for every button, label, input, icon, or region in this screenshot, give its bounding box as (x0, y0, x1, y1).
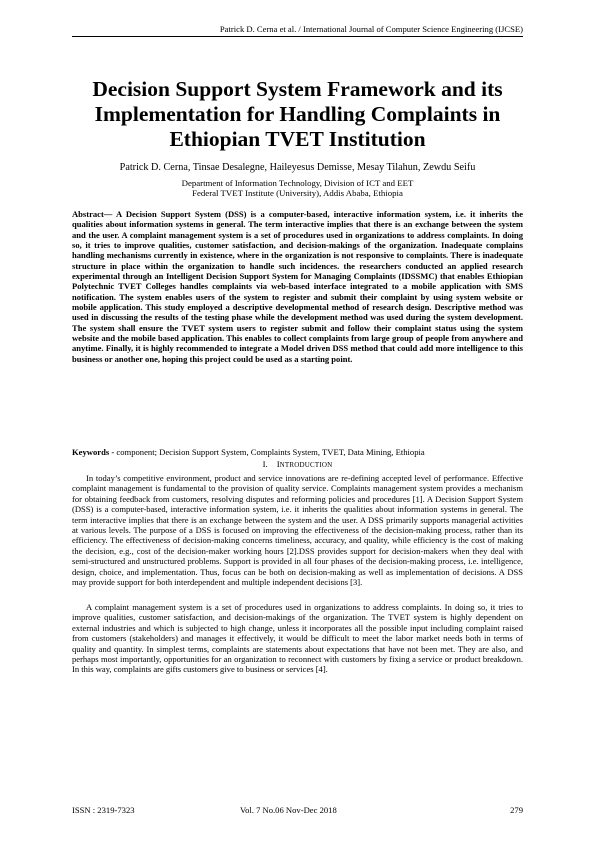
footer-issn: ISSN : 2319-7323 (72, 805, 135, 815)
keywords-label: Keywords - (72, 447, 115, 457)
body-paragraph-1: In today’s competitive environment, product and service innovations are re-defining accepted level of performance. Effective complaint management is fundamental to the provision of quality service. Complaints management system provides a mechanism for obtaining feedback from customers, resolving disputes and reforming policies and procedures [1]. A Decision Support System (DSS) is a computer-based, interactive information system, i.e. it inherits the qualities about information systems in general. The term interactive implies that there is an exchange between the system and the user. A DSS primarily supports managerial activities at various levels. The purpose of a DSS is focused on improving the effectiveness of the decision-making process, rather than its efficiency. The effectiveness of decision-making concerns timeliness, accuracy, and quality, while efficiency is the cost of making the decision, e.g., cost of the decision-maker working hours [2].DSS provides support for decision-makers when they deal with semi-structured and unstructured problems. Support is provided in all four phases of the decision-making process, i.e. intelligence, design, choice, and implementation. Thus, focus can be both on decision-making as well as implementation of decisions. A DSS may provide support for both interdependent and multiple independent decisions [3]. (72, 473, 523, 588)
keywords (72, 447, 523, 458)
footer-volume: Vol. 7 No.06 Nov-Dec 2018 (240, 805, 337, 815)
section-number: I. (262, 459, 268, 469)
abstract: Abstract— A Decision Support System (DSS) is a computer-based, interactive information system, i.e. it inherits the qualities about information systems in general. The term interactive implies that there is an exchange between the system and the user. A complaint management system is a set of procedures used in organizations to address complaints. In doing so, it tries to improve qualities, customer satisfaction, and decision-makings of the organization. Inadequate complains handling mechanisms currently in existence, where in the organization is not responsive to complaints. There is inadequate structure in place within the organization to handle such incidences. the researchers conducted an applied research experimental through an Intelligent Decision Support System for Managing Complaints (IDSSMC) that enables Ethiopian Polytechnic TVET Colleges handles complaints via web-based interface integrated to a mobile application with SMS notification. The system enables users of the system to register and submit their complaint by using system website or mobile application. This study employed a descriptive developmental method of research design. Descriptive method was used in discussing the results of the testing phase while the development method was used during the system development. The system shall ensure the TVET system users to register submit and follow their complaint status using the system website and the mobile based application. This enables to collect complaints from large group of people from anywhere and anytime. Finally, it is highly recommended to integrate a Model driven DSS method that could add more intelligence to this business or another one, hoping this project could be used as a starting point. (72, 209, 523, 364)
affiliation-institute: Federal TVET Institute (University), Addis Ababa, Ethiopia (192, 188, 403, 198)
section-heading-introduction (72, 459, 523, 471)
header-rule (72, 36, 523, 37)
author-list: Patrick D. Cerna, Tinsae Desalegne, Haileyesus Demisse, Mesay Tilahun, Zewdu Seifu (119, 162, 476, 173)
keywords-text: component; Decision Support System, Complaints System, TVET, Data Mining, Ethiopia (114, 447, 425, 457)
page-footer (72, 805, 523, 816)
running-head: Patrick D. Cerna et al. / International Journal of Computer Science Engineering (IJCSE) (219, 24, 523, 34)
footer-page-number: 279 (510, 805, 523, 815)
body-paragraph-2: A complaint management system is a set of procedures used in organizations to address complaints. In doing so, it tries to improve qualities, customer satisfaction, and decision-makings of the organization. The TVET system is highly dependent on external industries and which is subjected to high change, unless it incorporates all the possible input including complaint raised from customers (stakeholders) and manages it effectively, it would be difficult to meet the labor market needs both in terms of quality and quantity. In simplest terms, complaints are statements about expectations that have not been met. They are also, and perhaps most importantly, opportunities for an organization to reconnect with customers by fixing a service or product breakdown. In this way, complaints are gifts customers give to business or services [4]. (72, 602, 523, 675)
paper-title: Decision Support System Framework and its Implementation for Handling Complaints in Ethiopian TVET Institution (92, 77, 503, 151)
section-title-rest: NTRODUCTION (279, 461, 333, 469)
affiliation-department: Department of Information Technology, Division of ICT and EET (181, 178, 414, 188)
section-title-initial: I (276, 459, 280, 469)
